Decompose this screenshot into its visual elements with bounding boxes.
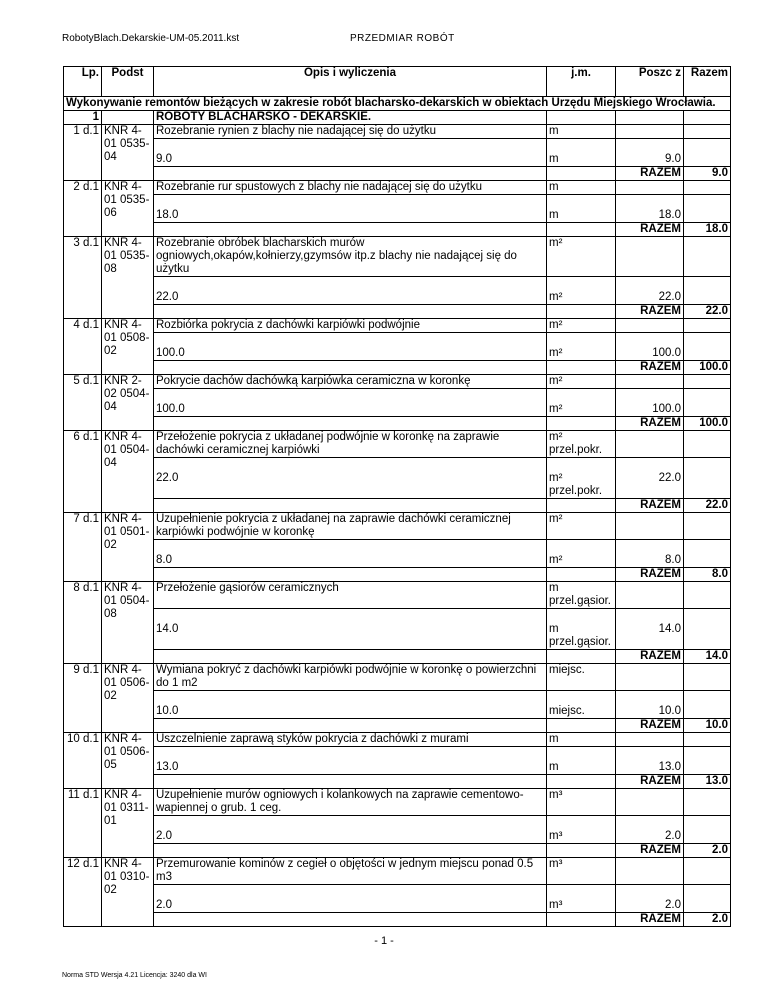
item-empty <box>154 844 547 858</box>
item-razem-value: 2.0 <box>684 913 731 927</box>
item-empty <box>616 513 684 540</box>
item-empty <box>154 305 547 319</box>
item-empty <box>547 167 616 181</box>
item-empty <box>684 816 731 844</box>
item-calc: 100.0 <box>154 333 547 361</box>
item-unit: m³ <box>547 789 616 816</box>
item-description: Przełożenie pokrycia z układanej podwójnie w koronkę na zaprawie dachówki ceramicznej karpiówki <box>154 431 547 458</box>
item-total-row <box>64 417 731 431</box>
item-calc-unit: m <box>547 747 616 775</box>
item-row <box>64 237 731 277</box>
item-unit: m³ <box>547 858 616 885</box>
item-row <box>64 181 731 195</box>
item-razem-label: RAZEM <box>616 223 684 237</box>
item-calc-unit: m² <box>547 540 616 568</box>
col-lp: Lp. <box>64 67 102 97</box>
item-poszcz: 22.0 <box>616 277 684 305</box>
col-opis: Opis i wyliczenia <box>154 67 547 97</box>
item-calc-unit: m² <box>547 277 616 305</box>
item-calc-row <box>64 747 731 775</box>
item-row <box>64 319 731 333</box>
item-total-row <box>64 650 731 664</box>
item-podst: KNR 4-01 0501-02 <box>102 513 154 582</box>
item-podst: KNR 4-01 0310-02 <box>102 858 154 927</box>
item-calc-row <box>64 816 731 844</box>
item-unit: m <box>547 181 616 195</box>
intro-text: Wykonywanie remontów bieżących w zakresie robót blacharsko-dekarskich w obiektach Urzędu Miejskiego Wrocławia. <box>64 97 731 111</box>
item-calc: 18.0 <box>154 195 547 223</box>
col-poszcz: Poszc z <box>616 67 684 97</box>
item-calc: 9.0 <box>154 139 547 167</box>
item-calc-row <box>64 277 731 305</box>
item-empty <box>684 885 731 913</box>
item-unit: m² przel.pokr. <box>547 431 616 458</box>
item-total-row <box>64 775 731 789</box>
item-calc-row <box>64 540 731 568</box>
item-poszcz: 8.0 <box>616 540 684 568</box>
item-empty <box>616 125 684 139</box>
item-razem-value: 2.0 <box>684 844 731 858</box>
item-empty <box>547 417 616 431</box>
item-poszcz: 9.0 <box>616 139 684 167</box>
item-razem-value: 13.0 <box>684 775 731 789</box>
item-empty <box>154 775 547 789</box>
file-name: RobotyBlach.Dekarskie-UM-05.2011.kst <box>62 33 240 44</box>
item-empty <box>547 305 616 319</box>
item-calc-unit: m <box>547 139 616 167</box>
item-total-row <box>64 361 731 375</box>
item-description: Pokrycie dachów dachówką karpiówka ceramiczna w koronkę <box>154 375 547 389</box>
item-empty <box>616 319 684 333</box>
item-poszcz: 13.0 <box>616 747 684 775</box>
item-empty <box>684 125 731 139</box>
intro-row <box>64 97 731 111</box>
item-podst: KNR 4-01 0506-02 <box>102 664 154 733</box>
item-empty <box>547 844 616 858</box>
item-poszcz: 18.0 <box>616 195 684 223</box>
item-lp: 12 d.1 <box>64 858 102 927</box>
item-empty <box>684 609 731 650</box>
item-calc-row <box>64 333 731 361</box>
item-calc-row <box>64 885 731 913</box>
item-empty <box>154 361 547 375</box>
item-razem-label: RAZEM <box>616 361 684 375</box>
item-calc-row <box>64 691 731 719</box>
item-unit: m² <box>547 513 616 540</box>
item-empty <box>616 375 684 389</box>
item-empty <box>684 195 731 223</box>
item-empty <box>547 650 616 664</box>
item-podst: KNR 4-01 0535-06 <box>102 181 154 237</box>
item-row <box>64 125 731 139</box>
item-unit: m² <box>547 237 616 277</box>
section-number: 1 <box>64 111 102 125</box>
item-calc-unit: m² <box>547 333 616 361</box>
item-unit: m <box>547 125 616 139</box>
item-unit: m² <box>547 319 616 333</box>
item-calc: 22.0 <box>154 277 547 305</box>
item-empty <box>616 582 684 609</box>
item-empty <box>616 858 684 885</box>
item-podst: KNR 4-01 0508-02 <box>102 319 154 375</box>
item-poszcz: 2.0 <box>616 885 684 913</box>
item-razem-value: 9.0 <box>684 167 731 181</box>
item-empty <box>684 858 731 885</box>
item-calc-row <box>64 139 731 167</box>
item-calc: 13.0 <box>154 747 547 775</box>
item-total-row <box>64 719 731 733</box>
item-empty <box>616 237 684 277</box>
item-poszcz: 100.0 <box>616 333 684 361</box>
item-lp: 2 d.1 <box>64 181 102 237</box>
item-row <box>64 789 731 816</box>
item-total-row <box>64 913 731 927</box>
item-empty <box>154 719 547 733</box>
item-empty <box>684 375 731 389</box>
item-total-row <box>64 167 731 181</box>
item-row <box>64 582 731 609</box>
item-description: Uszczelnienie zaprawą styków pokrycia z dachówki z murami <box>154 733 547 747</box>
item-empty <box>547 223 616 237</box>
table-header-row <box>64 67 731 97</box>
item-description: Uzupełnienie pokrycia z układanej na zaprawie dachówki ceramicznej karpiówki podwójnie w koronkę <box>154 513 547 540</box>
item-empty <box>684 139 731 167</box>
item-total-row <box>64 568 731 582</box>
item-empty <box>684 664 731 691</box>
item-empty <box>616 789 684 816</box>
item-razem-value: 22.0 <box>684 499 731 513</box>
item-empty <box>684 513 731 540</box>
item-description: Rozbiórka pokrycia z dachówki karpiówki podwójnie <box>154 319 547 333</box>
item-empty <box>684 181 731 195</box>
item-empty <box>547 719 616 733</box>
item-empty <box>684 691 731 719</box>
item-podst: KNR 4-01 0506-05 <box>102 733 154 789</box>
item-empty <box>684 582 731 609</box>
item-calc-unit: m² przel.pokr. <box>547 458 616 499</box>
item-row <box>64 375 731 389</box>
item-poszcz: 2.0 <box>616 816 684 844</box>
item-poszcz: 10.0 <box>616 691 684 719</box>
item-empty <box>547 568 616 582</box>
item-unit: miejsc. <box>547 664 616 691</box>
item-description: Rozebranie obróbek blacharskich murów ogniowych,okapów,kołnierzy,gzymsów itp.z blachy nie nadającej się do użytku <box>154 237 547 277</box>
page-number: - 1 - <box>374 935 394 947</box>
col-podst: Podst <box>102 67 154 97</box>
item-lp: 4 d.1 <box>64 319 102 375</box>
item-calc-row <box>64 389 731 417</box>
item-empty <box>154 499 547 513</box>
item-razem-value: 100.0 <box>684 361 731 375</box>
item-razem-value: 22.0 <box>684 305 731 319</box>
item-empty <box>547 499 616 513</box>
item-calc-unit: m przel.gąsior. <box>547 609 616 650</box>
item-podst: KNR 4-01 0311-01 <box>102 789 154 858</box>
item-razem-value: 14.0 <box>684 650 731 664</box>
item-calc: 22.0 <box>154 458 547 499</box>
col-razem: Razem <box>684 67 731 97</box>
estimate-table <box>63 66 731 927</box>
item-razem-label: RAZEM <box>616 568 684 582</box>
item-razem-label: RAZEM <box>616 167 684 181</box>
item-empty <box>547 913 616 927</box>
item-description: Rozebranie rur spustowych z blachy nie nadającej się do użytku <box>154 181 547 195</box>
item-lp: 10 d.1 <box>64 733 102 789</box>
item-lp: 1 d.1 <box>64 125 102 181</box>
col-jm: j.m. <box>547 67 616 97</box>
item-calc-row <box>64 609 731 650</box>
item-razem-label: RAZEM <box>616 719 684 733</box>
item-empty <box>684 540 731 568</box>
item-razem-value: 18.0 <box>684 223 731 237</box>
item-unit: m przel.gąsior. <box>547 582 616 609</box>
item-description: Uzupełnienie murów ogniowych i kolankowych na zaprawie cementowo-wapiennej o grub. 1 ceg. <box>154 789 547 816</box>
footer-note: Norma STD Wersja 4.21 Licencja: 3240 dla WI <box>62 972 207 979</box>
item-empty <box>154 913 547 927</box>
item-total-row <box>64 844 731 858</box>
item-calc: 10.0 <box>154 691 547 719</box>
item-lp: 5 d.1 <box>64 375 102 431</box>
item-empty <box>547 361 616 375</box>
item-poszcz: 22.0 <box>616 458 684 499</box>
item-empty <box>154 568 547 582</box>
item-razem-label: RAZEM <box>616 844 684 858</box>
item-calc-row <box>64 458 731 499</box>
item-razem-value: 10.0 <box>684 719 731 733</box>
section-title: ROBOTY BLACHARSKO - DEKARSKIE. <box>154 111 547 125</box>
item-poszcz: 14.0 <box>616 609 684 650</box>
item-empty <box>684 277 731 305</box>
item-razem-label: RAZEM <box>616 650 684 664</box>
item-podst: KNR 4-01 0535-08 <box>102 237 154 319</box>
item-unit: m <box>547 733 616 747</box>
item-empty <box>154 167 547 181</box>
item-total-row <box>64 499 731 513</box>
item-calc-row <box>64 195 731 223</box>
item-calc-unit: m³ <box>547 816 616 844</box>
item-empty <box>684 319 731 333</box>
item-empty <box>684 237 731 277</box>
item-lp: 6 d.1 <box>64 431 102 513</box>
item-total-row <box>64 305 731 319</box>
item-row <box>64 664 731 691</box>
item-lp: 3 d.1 <box>64 237 102 319</box>
item-empty <box>616 664 684 691</box>
item-empty <box>684 458 731 499</box>
item-empty <box>154 650 547 664</box>
item-lp: 7 d.1 <box>64 513 102 582</box>
item-empty <box>684 733 731 747</box>
item-row <box>64 858 731 885</box>
item-empty <box>684 789 731 816</box>
item-empty <box>616 181 684 195</box>
item-podst: KNR 2-02 0504-04 <box>102 375 154 431</box>
item-calc: 2.0 <box>154 816 547 844</box>
item-razem-label: RAZEM <box>616 305 684 319</box>
item-empty <box>684 747 731 775</box>
item-empty <box>547 775 616 789</box>
item-description: Rozebranie rynien z blachy nie nadającej się do użytku <box>154 125 547 139</box>
item-podst: KNR 4-01 0504-04 <box>102 431 154 513</box>
item-calc: 8.0 <box>154 540 547 568</box>
item-row <box>64 733 731 747</box>
item-calc: 14.0 <box>154 609 547 650</box>
item-empty <box>684 333 731 361</box>
item-lp: 8 d.1 <box>64 582 102 664</box>
item-description: Wymiana pokryć z dachówki karpiówki podwójnie w koronkę o powierzchni do 1 m2 <box>154 664 547 691</box>
item-poszcz: 100.0 <box>616 389 684 417</box>
item-empty <box>154 223 547 237</box>
item-empty <box>154 417 547 431</box>
item-calc-unit: miejsc. <box>547 691 616 719</box>
item-calc: 2.0 <box>154 885 547 913</box>
item-calc-unit: m³ <box>547 885 616 913</box>
item-empty <box>684 389 731 417</box>
item-empty <box>616 733 684 747</box>
item-lp: 9 d.1 <box>64 664 102 733</box>
item-razem-label: RAZEM <box>616 913 684 927</box>
item-calc-unit: m <box>547 195 616 223</box>
item-row <box>64 431 731 458</box>
item-description: Przemurowanie kominów z cegieł o objętości w jednym miejscu ponad 0.5 m3 <box>154 858 547 885</box>
item-razem-label: RAZEM <box>616 417 684 431</box>
document-title: PRZEDMIAR ROBÓT <box>350 33 455 44</box>
item-podst: KNR 4-01 0504-08 <box>102 582 154 664</box>
item-razem-label: RAZEM <box>616 499 684 513</box>
item-razem-value: 100.0 <box>684 417 731 431</box>
item-unit: m² <box>547 375 616 389</box>
item-calc-unit: m² <box>547 389 616 417</box>
item-calc: 100.0 <box>154 389 547 417</box>
item-total-row <box>64 223 731 237</box>
item-podst: KNR 4-01 0535-04 <box>102 125 154 181</box>
item-row <box>64 513 731 540</box>
item-razem-label: RAZEM <box>616 775 684 789</box>
section-row <box>64 111 731 125</box>
item-description: Przełożenie gąsiorów ceramicznych <box>154 582 547 609</box>
item-razem-value: 8.0 <box>684 568 731 582</box>
item-lp: 11 d.1 <box>64 789 102 858</box>
item-empty <box>616 431 684 458</box>
item-empty <box>684 431 731 458</box>
